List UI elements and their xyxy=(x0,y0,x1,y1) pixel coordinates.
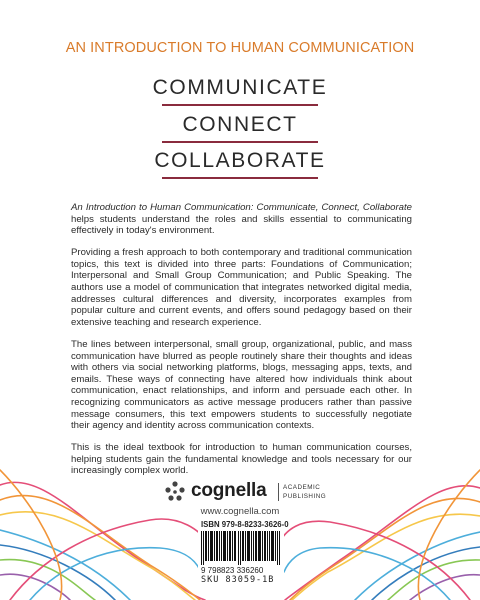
barcode-block xyxy=(198,530,284,585)
barcode-digits: 9 798823 336260 xyxy=(201,566,264,575)
title-word-connect: CONNECT xyxy=(182,113,298,136)
description-paragraph-3: The lines between interpersonal, small group, organizational, public, and mass communication have blurred as people routinely share their thoughts and ideas with others via social networking platforms, blogs, messaging apps, texts, and emails. These ways of connecting have altered how individuals think about communication, enact relationships, and inform and persuade each other. In recognizing communicators as active message producers rather than passive message consumers, this text empowers students to successfully negotiate their agency and identity across communication contexts. xyxy=(71,338,412,432)
title-divider-1 xyxy=(162,104,318,106)
series-title: AN INTRODUCTION TO HUMAN COMMUNICATION xyxy=(65,40,415,56)
description-paragraph-1: An Introduction to Human Communication: Communicate, Connect, Collaborate helps students understand the roles and skills essential to communicating effectively in today's environment. xyxy=(71,202,412,237)
title-divider-2 xyxy=(162,141,318,143)
publisher-logo xyxy=(163,479,327,509)
barcode-icon xyxy=(201,531,281,565)
title-word-communicate: COMMUNICATE xyxy=(152,76,328,99)
cognella-mark-icon xyxy=(163,480,187,504)
publisher-tagline-1: ACADEMIC xyxy=(283,484,321,491)
logo-divider xyxy=(278,483,279,501)
description-paragraph-4: This is the ideal textbook for introduction to human communication courses, helping students gain the fundamental knowledge and tools necessary for our increasingly complex world. xyxy=(71,442,412,477)
sku-label: SKU 83059-1B xyxy=(201,575,275,585)
publisher-tagline-2: PUBLISHING xyxy=(283,493,327,500)
description-paragraph-2: Providing a fresh approach to both contemporary and traditional communication topics, this text is divided into three parts: Foundations of Communication; Interpersonal and Small Group Communication; and Public Speaking. The authors use a model of communication that integrates networked digital media, addresses cultural differences and diversity, incorporates examples from popular culture and current events, and offers sound pedagogy based on their extensive teaching and research experience. xyxy=(71,247,412,328)
title-word-collaborate: COLLABORATE xyxy=(154,149,326,172)
title-divider-3 xyxy=(162,177,318,179)
book-description xyxy=(71,202,412,487)
publisher-name: cognella xyxy=(191,480,267,501)
publisher-url[interactable]: www.cognella.com xyxy=(200,506,280,517)
book-title-italic: An Introduction to Human Communication: Communicate, Connect, Collaborate xyxy=(71,202,412,213)
isbn-label: ISBN 979-8-8233-3626-0 xyxy=(201,520,289,529)
